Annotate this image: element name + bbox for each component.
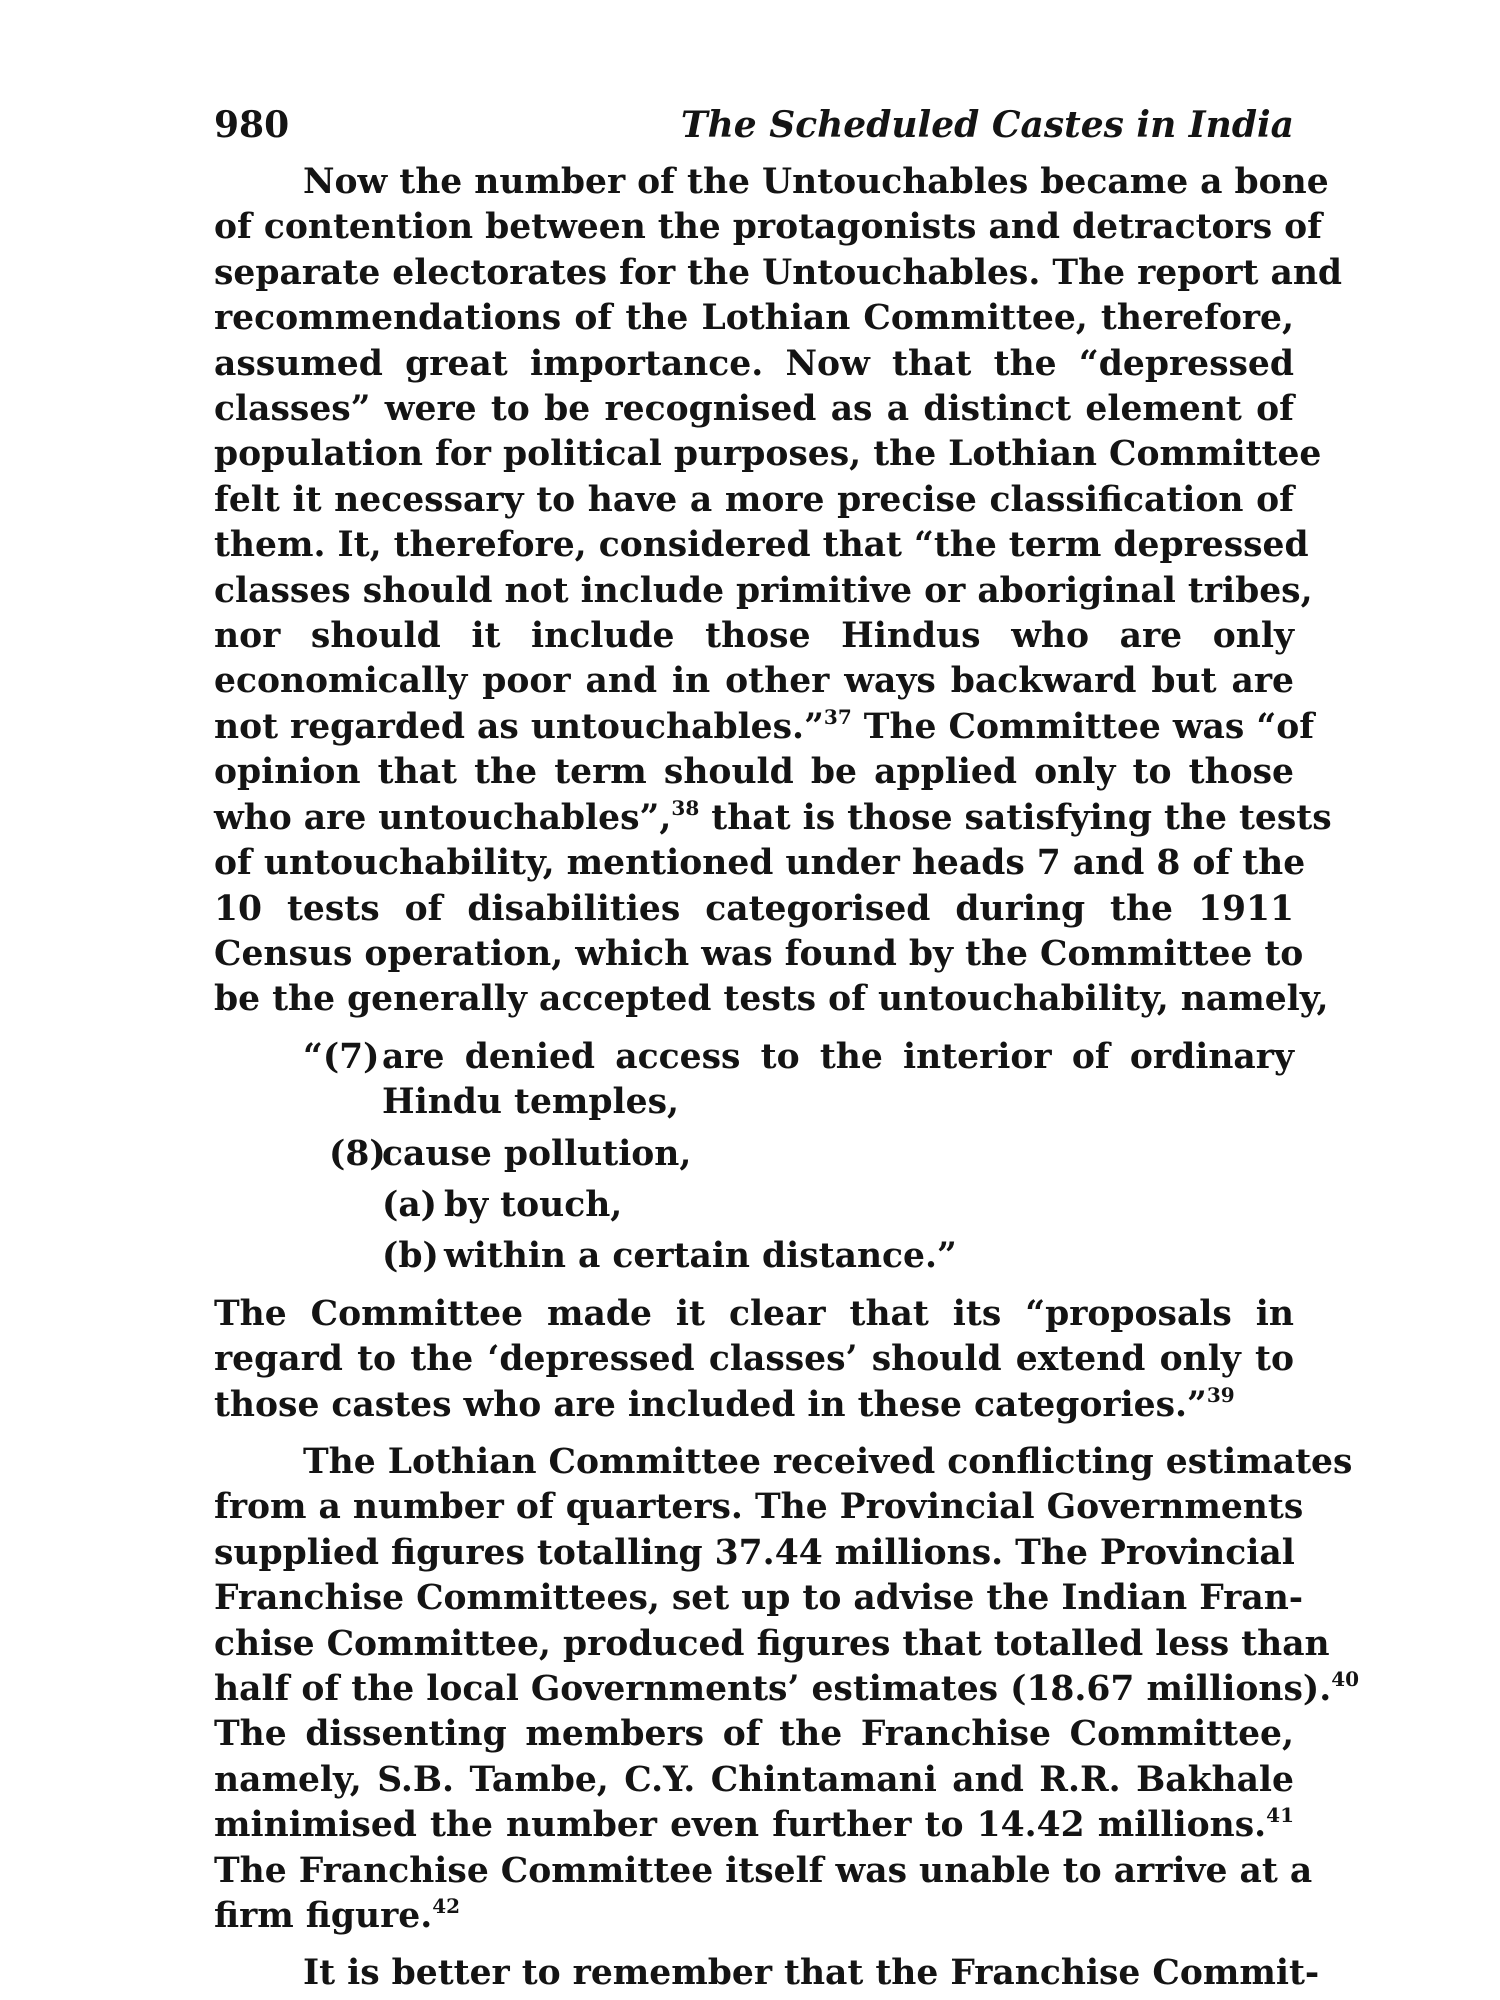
- text-fragment: those castes who are included in these categories.”: [214, 1384, 1207, 1425]
- text-line: of untouchability, mentioned under heads 7 and 8 of the: [214, 843, 1306, 884]
- text-line: from a number of quarters. The Provincial Governments: [214, 1487, 1304, 1528]
- page-header: [214, 100, 1294, 150]
- text-fragment: firm figure.: [214, 1896, 433, 1937]
- text-fragment: not regarded as untouchables.”: [214, 706, 824, 747]
- text-line: Hindu temples,: [382, 1082, 680, 1123]
- text-line: Franchise Committees, set up to advise the Indian Fran-: [214, 1578, 1304, 1619]
- text-line: separate electorates for the Untouchables. The report and: [214, 252, 1343, 293]
- text-fragment: half of the local Governments’ estimates (18.67 millions).: [214, 1669, 1332, 1709]
- list-item-text: within a certain distance.”: [444, 1236, 957, 1277]
- paragraph-committee-clear: [214, 1292, 1294, 1428]
- list-marker: “(7): [303, 1036, 380, 1077]
- page-number: 980: [214, 104, 290, 146]
- text-line: [214, 795, 1332, 841]
- paragraph-untouchables-number: [214, 160, 1343, 1023]
- text-line: The Committee made it clear that its “proposals in: [214, 1293, 1294, 1334]
- list-item: [214, 1234, 1294, 1279]
- text-fragment: that is those satisfying the tests: [699, 797, 1332, 838]
- text-line: felt it necessary to have a more precise classification of: [214, 479, 1294, 520]
- list-item-text: by touch,: [444, 1184, 623, 1225]
- text-line: 10 tests of disabilities categorised during the 1911: [214, 888, 1294, 929]
- text-line: them. It, therefore, considered that “the term depressed: [214, 525, 1309, 566]
- text-line: economically poor and in other ways backward but are: [214, 661, 1294, 702]
- list-marker: (a): [382, 1184, 438, 1225]
- text-line: recommendations of the Lothian Committee, therefore,: [214, 298, 1294, 339]
- text-line: [214, 1894, 1294, 1939]
- text-line: be the generally accepted tests of untouchability, namely,: [214, 979, 1329, 1020]
- footnote-ref-41: 41: [1266, 1803, 1294, 1828]
- text-line: namely, S.B. Tambe, C.Y. Chintamani and R.R. Bakhale: [214, 1759, 1294, 1800]
- text-line: nor should it include those Hindus who are only: [214, 616, 1294, 657]
- footnote-ref-37: 37: [823, 704, 852, 729]
- text-fragment: The Committee was “of: [851, 706, 1315, 747]
- text-line: assumed great importance. Now that the “depressed: [214, 343, 1294, 384]
- text-line: opinion that the term should be applied only to those: [214, 752, 1294, 793]
- text-fragment: who are untouchables”,: [214, 797, 672, 838]
- paragraph-conflicting-estimates: [214, 1440, 1360, 1939]
- text-fragment: minimised the number even further to 14.42 millions.: [214, 1805, 1267, 1846]
- list-item: [214, 1132, 1294, 1177]
- text-line: supplied figures totalling 37.44 millions. The Provincial: [214, 1532, 1295, 1573]
- text-line: It is better to remember that the Franchise Commit-: [303, 1953, 1320, 1994]
- footnote-ref-42: 42: [432, 1894, 461, 1919]
- body-text: [214, 160, 1360, 1997]
- text-line: [214, 1667, 1360, 1712]
- text-line: Now the number of the Untouchables became a bone: [303, 162, 1329, 202]
- list-item: [214, 1035, 1294, 1126]
- text-line: are denied access to the interior of ordinary: [382, 1036, 1294, 1077]
- text-line: Census operation, which was found by the Committee to: [214, 933, 1304, 974]
- list-item-text: [382, 1035, 1294, 1126]
- text-line: [214, 704, 1315, 750]
- text-line: population for political purposes, the Lothian Committee: [214, 434, 1322, 475]
- text-line: The dissenting members of the Franchise Committee,: [214, 1714, 1294, 1755]
- text-line: classes” were to be recognised as a distinct element of: [214, 389, 1294, 430]
- list-item-text: cause pollution,: [382, 1133, 692, 1174]
- quoted-tests-list: [214, 1035, 1294, 1280]
- text-line: regard to the ‘depressed classes’ should extend only to: [214, 1339, 1294, 1380]
- text-line: [214, 1803, 1294, 1848]
- list-marker: (8): [329, 1133, 386, 1174]
- running-head: The Scheduled Castes in India: [680, 104, 1294, 146]
- list-marker: (b): [382, 1236, 439, 1277]
- paragraph-better-remember: [214, 1951, 1320, 1996]
- text-line: classes should not include primitive or aboriginal tribes,: [214, 570, 1313, 611]
- footnote-ref-39: 39: [1206, 1382, 1235, 1407]
- text-line: [214, 1383, 1294, 1428]
- text-line: The Franchise Committee itself was unable to arrive at a: [214, 1850, 1313, 1891]
- text-line: The Lothian Committee received conflicting estimates: [303, 1441, 1353, 1482]
- footnote-ref-38: 38: [671, 795, 700, 820]
- footnote-ref-40: 40: [1331, 1667, 1360, 1691]
- text-line: chise Committee, produced figures that totalled less than: [214, 1623, 1330, 1664]
- list-item: [214, 1183, 1294, 1228]
- text-line: of contention between the protagonists and detractors of: [214, 207, 1323, 248]
